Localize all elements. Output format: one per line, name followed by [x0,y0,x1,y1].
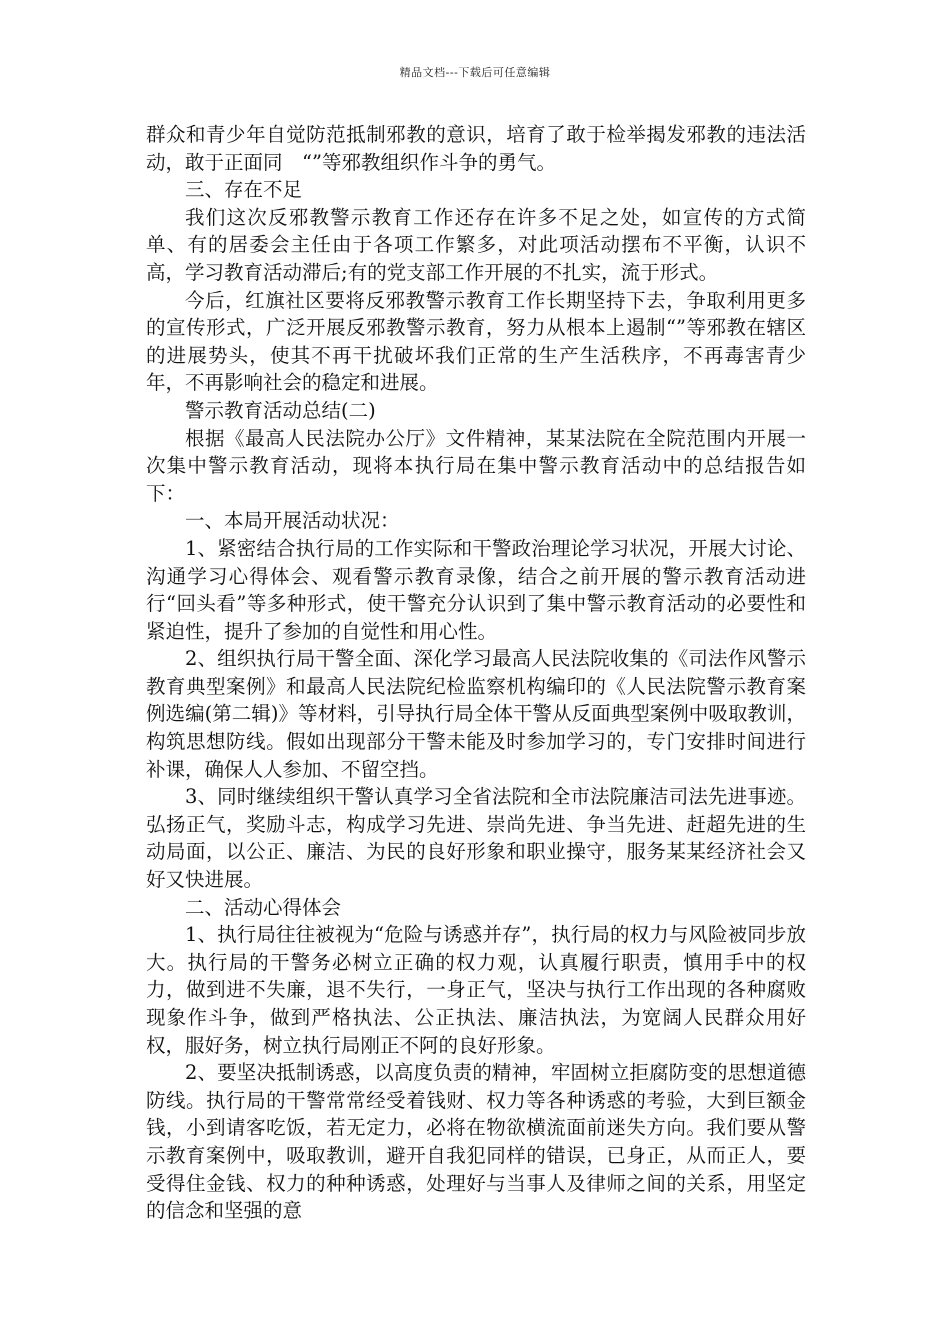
paragraph: 今后，红旗社区要将反邪教警示教育工作长期坚持下去，争取利用更多的宣传形式，广泛开展反邪教警示教育，努力从根本上遏制“”等邪教在辖区的进展势头，使其不再干扰破坏我们正常的生产生活秩序，不再毒害青少年，不再影响社会的稳定和进展。 [146,288,806,395]
section-heading: 二、活动心得体会 [185,895,342,919]
paragraph: 我们这次反邪教警示教育工作还存在许多不足之处，如宣传的方式简单、有的居委会主任由于各项工作繁多，对此项活动摆布不平衡，认识不高，学习教育活动滞后;有的党支部工作开展的不扎实，流于形式。 [146,205,806,284]
paragraph: 根据《最高人民法院办公厅》文件精神，某某法院在全院范围内开展一次集中警示教育活动，现将本执行局在集中警示教育活动中的总结报告如下： [146,426,806,505]
paragraph: 3、同时继续组织干警认真学习全省法院和全市法院廉洁司法先进事迹。弘扬正气，奖励斗志，构成学习先进、崇尚先进、争当先进、赶超先进的生动局面，以公正、廉洁、为民的良好形象和职业操守，服务某某经济社会又好又快进展。 [146,785,806,892]
paragraph: 1、执行局往往被视为“危险与诱惑并存”，执行局的权力与风险被同步放大。执行局的干警务必树立正确的权力观，认真履行职责，慎用手中的权力，做到进不失廉，退不失行，一身正气，坚决与执行工作出现的各种腐败现象作斗争，做到严格执法、公正执法、廉洁执法，为宽阔人民群众用好权，服好务，树立执行局刚正不阿的良好形象。 [146,923,806,1057]
paragraph: 2、要坚决抵制诱惑，以高度负责的精神，牢固树立拒腐防变的思想道德防线。执行局的干警常常经受着钱财、权力等各种诱惑的考验，大到巨额金钱，小到请客吃饭，若无定力，必将在物欲横流面前迷失方向。我们要从警示教育案例中，吸取教训，避开自我犯同样的错误，已身正，从而正人，要受得住金钱、权力的种种诱惑，处理好与当事人及律师之间的关系，用坚定的信念和坚强的意 [146,1061,806,1223]
section-heading: 一、本局开展活动状况： [185,509,400,533]
section-heading: 三、存在不足 [185,178,303,202]
paragraph: 群众和青少年自觉防范抵制邪教的意识，培育了敢于检举揭发邪教的违法活动，敢于正面同 “”等邪教组织作斗争的勇气。 [146,123,806,174]
section-title: 警示教育活动总结(二) [185,398,376,422]
page-header: 精品文档---下载后可任意编辑 [399,66,551,79]
paragraph: 1、紧密结合执行局的工作实际和干警政治理论学习状况，开展大讨论、沟通学习心得体会、观看警示教育录像，结合之前开展的警示教育活动进行“回头看”等多种形式，使干警充分认识到了集中警示教育活动的必要性和紧迫性，提升了参加的自觉性和用心性。 [146,536,806,643]
document-body [146,121,806,1225]
paragraph: 2、组织执行局干警全面、深化学习最高人民法院收集的《司法作风警示教育典型案例》和最高人民法院纪检监察机构编印的《人民法院警示教育案例选编(第二辑)》等材料，引导执行局全体干警从反面典型案例中吸取教训，构筑思想防线。假如出现部分干警未能及时参加学习的，专门安排时间进行补课，确保人人参加、不留空挡。 [146,647,806,781]
